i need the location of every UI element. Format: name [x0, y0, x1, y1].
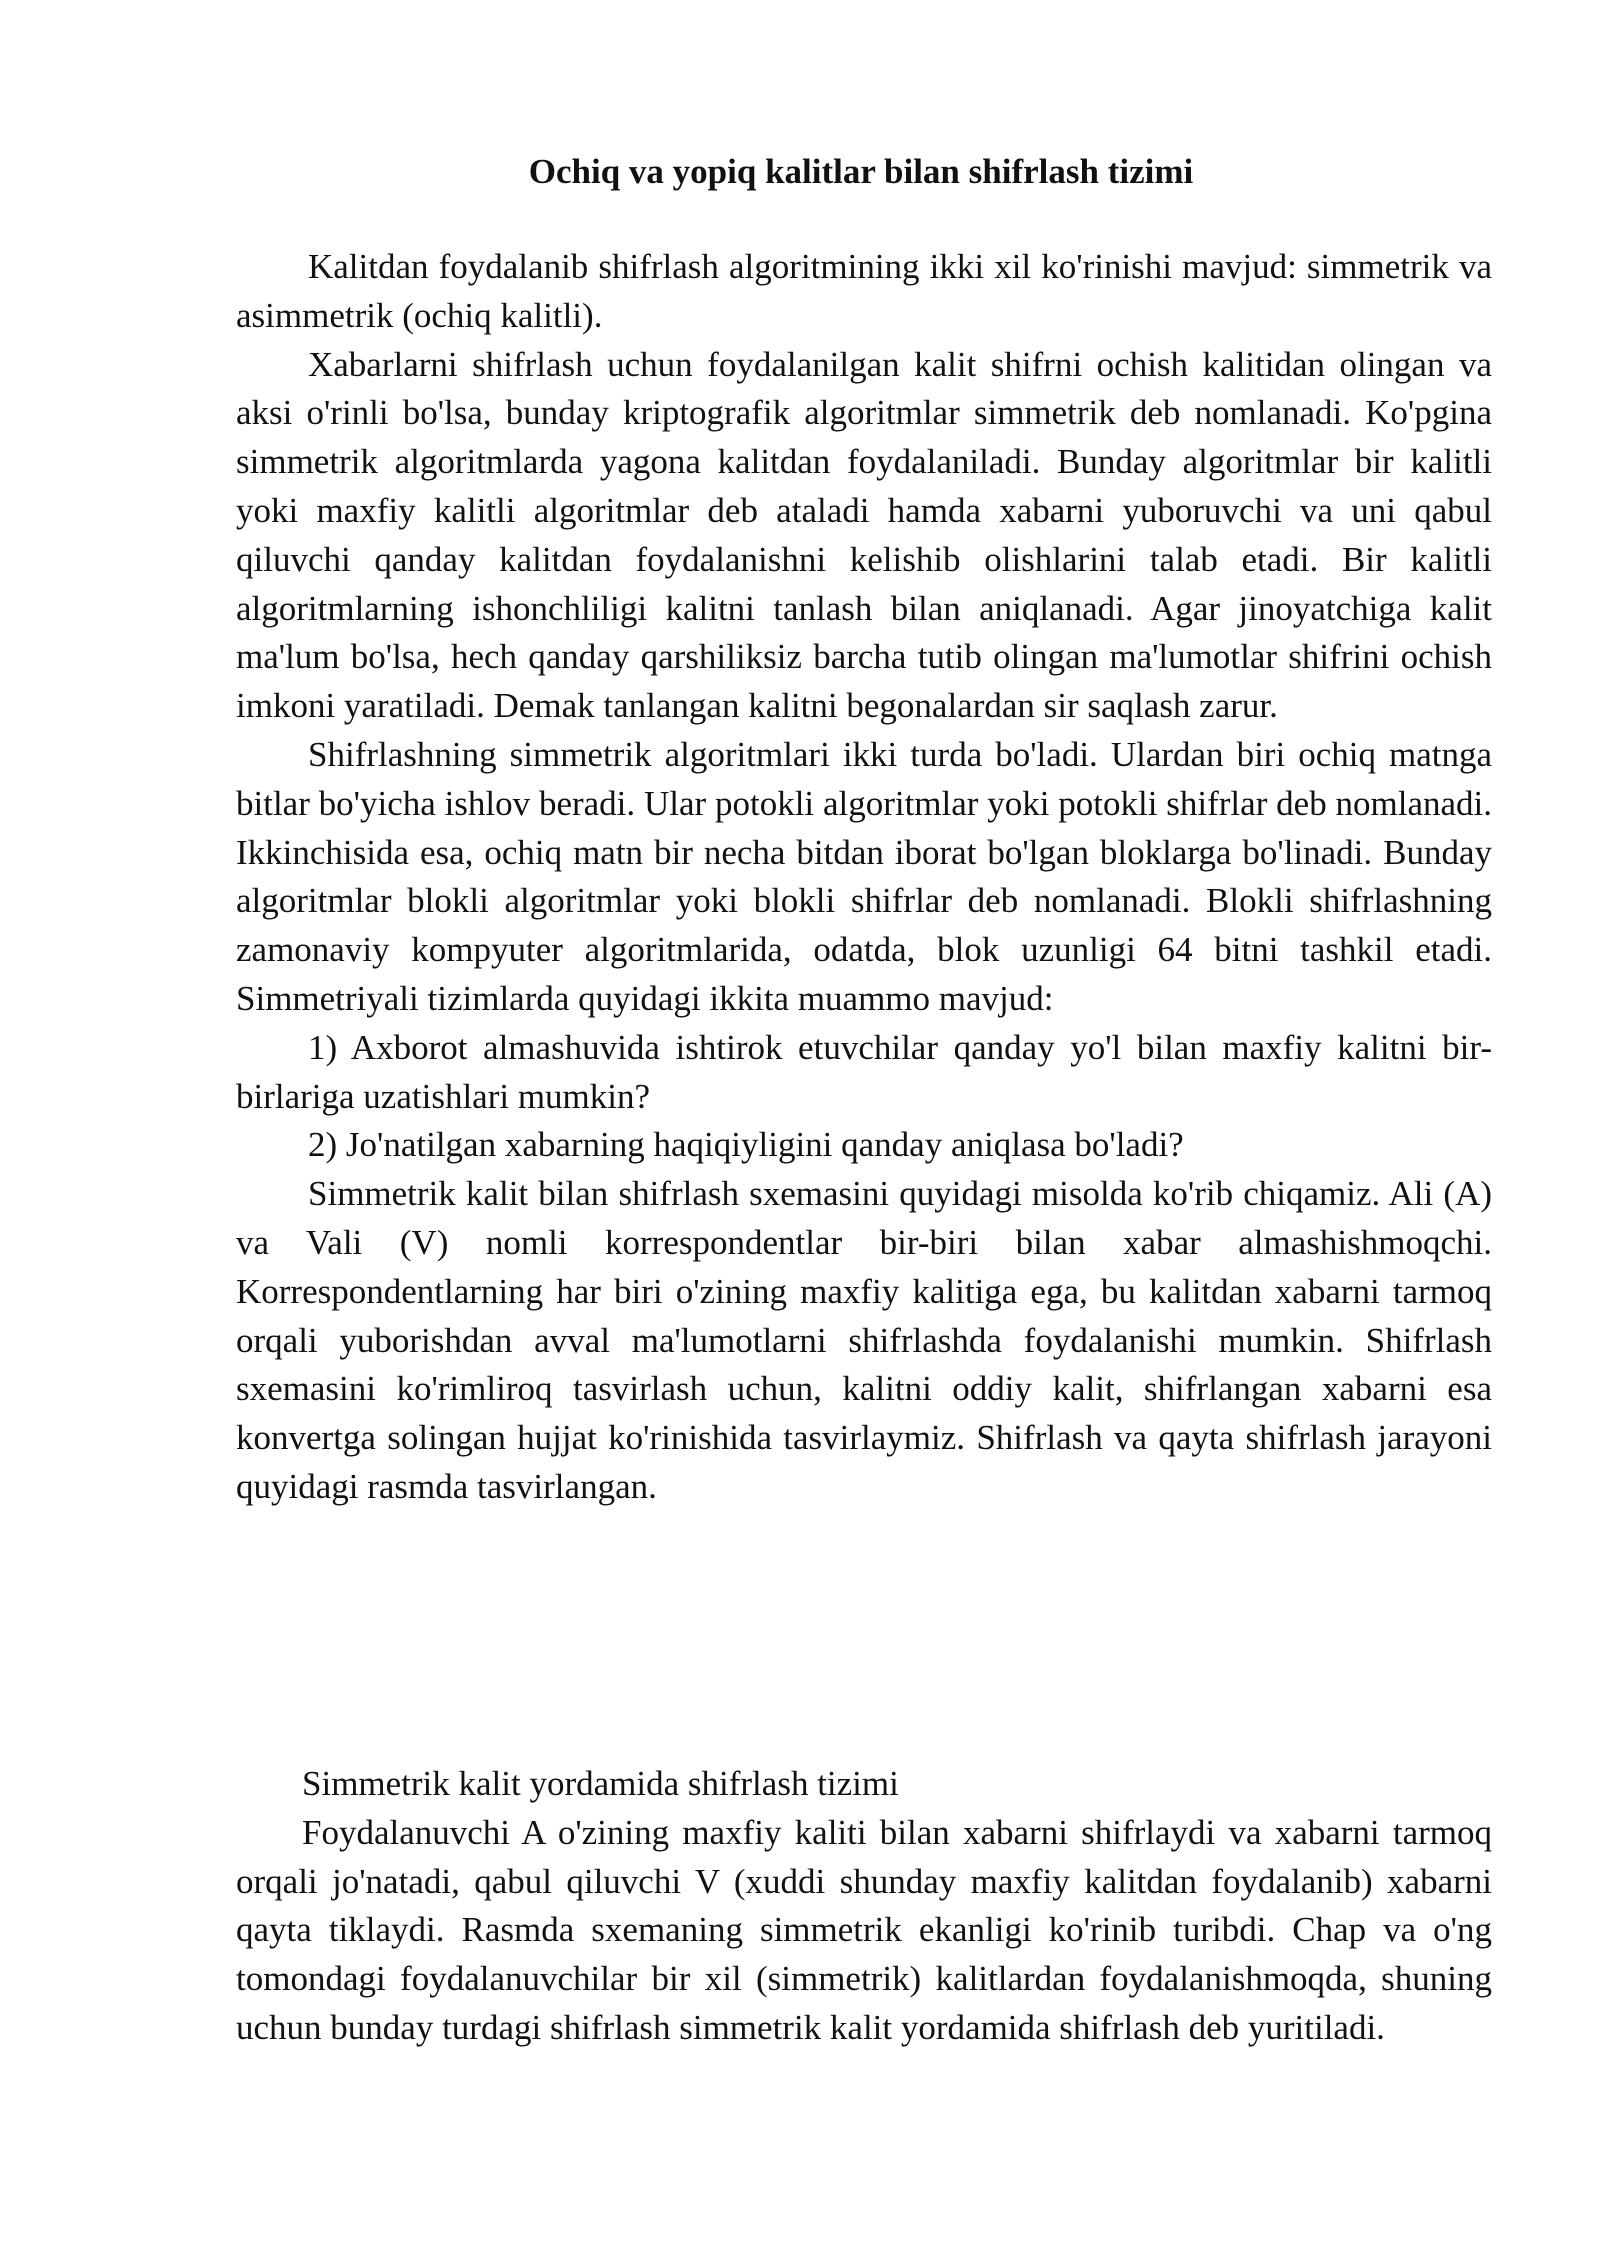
list-item-problem-2: 2) Jo'natilgan xabarning haqiqiyligini qanday aniqlasa bo'ladi? — [308, 1125, 1184, 1165]
page-title: Ochiq va yopiq kalitlar bilan shifrlash tizimi — [528, 152, 1194, 191]
paragraph-example: Simmetrik kalit bilan shifrlash sxemasini quyidagi misolda ko'rib chiqamiz. Ali (A) va Vali (V) nomli korrespondentlar bir-biri bilan xabar almashishmoqchi. Korrespondentlarning har biri o'zining maxfiy kalitiga ega, bu kalitdan xabarni tarmoq orqali yuborishdan avval ma'lumotlarni shifrlashda foydalanishi mumkin. Shifrlash sxemasini ko'rimliroq tasvirlash uchun, kalitni oddiy kalit, shifrlangan xabarni esa konvertga solingan hujjat ko'rinishida tasvirlaymiz. Shifrlash va qayta shifrlash jarayoni quyidagi rasmda tasvirlangan. — [236, 1174, 1492, 1506]
paragraph-figure-explanation: Foydalanuvchi A o'zining maxfiy kaliti bilan xabarni shifrlaydi va xabarni tarmoq orqali jo'natadi, qabul qiluvchi V (xuddi shunday maxfiy kalitdan foydalanib) xabarni qayta tiklaydi. Rasmda sxemaning simmetrik ekanligi ko'rinib turibdi. Chap va o'ng tomondagi foydalanuvchilar bir xil (simmetrik) kalitlardan foydalanishmoqda, shuning uchun bunday turdagi shifrlash simmetrik kalit yordamida shifrlash deb yuritiladi. — [236, 1812, 1492, 2047]
figure-caption: Simmetrik kalit yordamida shifrlash tizimi — [302, 1764, 899, 1803]
paragraph-symmetric-types: Shifrlashning simmetrik algoritmlari ikki turda bo'ladi. Ulardan biri ochiq matnga bitlar bo'yicha ishlov beradi. Ular potokli algoritmlar yoki potokli shifrlar deb nomlanadi. Ikkinchisida esa, ochiq matn bir necha bitdan iborat bo'lgan bloklarga bo'linadi. Bunday algoritmlar blokli algoritmlar yoki blokli shifrlar deb nomlanadi. Blokli shifrlashning zamonaviy kompyuter algoritmlarida, odatda, blok uzunligi 64 bitni tashkil etadi. Simmetriyali tizimlarda quyidagi ikkita muammo mavjud: — [236, 734, 1492, 1018]
document-body — [236, 243, 1492, 1512]
paragraph-intro: Kalitdan foydalanib shifrlash algoritmining ikki xil ko'rinishi mavjud: simmetrik va asimmetrik (ochiq kalitli). — [236, 247, 1492, 335]
list-item-problem-1: 1) Axborot almashuvida ishtirok etuvchilar qanday yo'l bilan maxfiy kalitni bir-birlariga uzatishlari mumkin? — [236, 1027, 1492, 1116]
paragraph-symmetric-definition: Xabarlarni shifrlash uchun foydalanilgan kalit shifrni ochish kalitidan olingan va aksi o'rinli bo'lsa, bunday kriptografik algoritmlar simmetrik deb nomlanadi. Ko'pgina simmetrik algoritmlarda yagona kalitdan foydalaniladi. Bunday algoritmlar bir kalitli yoki maxfiy kalitli algoritmlar deb ataladi hamda xabarni yuboruvchi va uni qabul qiluvchi qanday kalitdan foydalanishni kelishib olishlarini talab etadi. Bir kalitli algoritmlarning ishonchliligi kalitni tanlash bilan aniqlanadi. Agar jinoyatchiga kalit ma'lum bo'lsa, hech qanday qarshiliksiz barcha tutib olingan ma'lumotlar shifrini ochish imkoni yaratiladi. Demak tanlangan kalitni begonalardan sir saqlash zarur. — [236, 344, 1492, 726]
figure-section — [236, 1760, 1492, 2053]
